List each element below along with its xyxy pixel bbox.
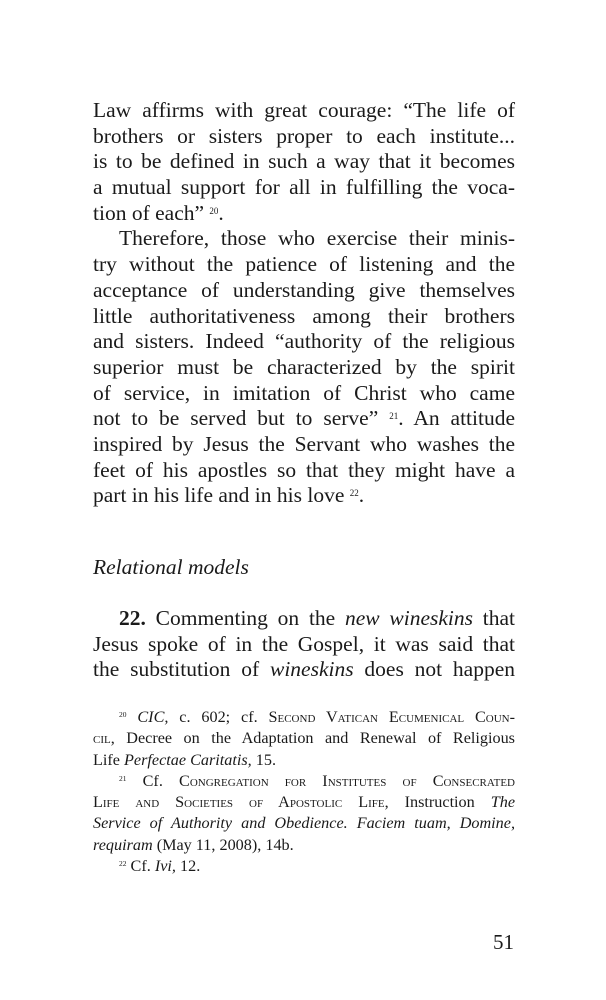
text-line: [93, 98, 515, 124]
text-segment: 15.: [251, 750, 276, 769]
text-segment: acceptance of understanding give themselves: [93, 277, 515, 302]
text-segment: feet of his apostles so that they might have a: [93, 457, 515, 482]
text-segment: requiram: [93, 835, 153, 854]
text-segment: Jesus spoke of in the Gospel, it was said that: [93, 631, 515, 656]
footnote-ref: 20: [209, 205, 219, 216]
text-segment: Ivi,: [154, 857, 176, 876]
paragraph-1: [93, 98, 515, 509]
text-segment: the substitution of: [93, 657, 270, 682]
text-segment: is to be defined in such a way that it becomes: [93, 149, 515, 174]
footnote-ref: 22: [349, 488, 359, 499]
text-segment: of service, in imitation of Christ who came: [93, 380, 515, 405]
text-segment: , Decree on the Adaptation and Renewal of Religious: [110, 729, 515, 748]
text-segment: Commenting on the: [145, 606, 345, 630]
footnote-ref: 21: [119, 773, 127, 783]
text-segment: and sisters. Indeed “authority of the religious: [93, 329, 515, 354]
text-segment: [127, 708, 138, 726]
text-line: [93, 750, 515, 771]
text-segment: Cf.: [126, 857, 155, 876]
text-segment: inspired by Jesus the Servant who washes the: [93, 431, 515, 456]
text-line: [93, 606, 515, 632]
text-line: [93, 278, 515, 304]
text-segment: cil: [93, 729, 111, 748]
text-line: [93, 771, 515, 792]
text-line: [93, 329, 515, 355]
text-segment: little authoritativeness among their brothers: [93, 303, 515, 328]
text-segment: Cf.: [126, 771, 180, 790]
text-line: [93, 175, 515, 201]
text-line: [93, 304, 515, 330]
page-number: 51: [493, 930, 514, 954]
section-heading: Relational models: [93, 555, 249, 579]
text-segment: 22.: [119, 606, 146, 630]
text-line: [93, 856, 515, 877]
text-line: [93, 432, 515, 458]
footnote-ref: 22: [119, 859, 127, 869]
footnote-ref: 20: [119, 710, 127, 719]
text-line: [93, 381, 515, 407]
text-segment: tion of each”: [93, 200, 210, 225]
text-segment: does not happen: [353, 657, 516, 682]
text-line: [93, 728, 515, 749]
text-segment: . An attitude: [398, 406, 516, 431]
text-segment: , Instruction: [384, 793, 491, 812]
text-segment: .: [358, 483, 365, 508]
text-line: [93, 835, 515, 856]
text-line: [93, 458, 515, 484]
text-line: [93, 483, 515, 509]
text-segment: (May 11, 2008), 14b.: [152, 835, 294, 854]
text-segment: Therefore, those who exercise their minis-: [119, 226, 515, 251]
text-segment: Service of Authority and Obedience. Faciem tuam, Domine,: [93, 814, 515, 833]
text-segment: The: [490, 793, 516, 812]
text-segment: Life and Societies of Apostolic Life: [93, 793, 385, 812]
text-line: [93, 707, 515, 728]
text-segment: part in his life and in his love: [93, 483, 350, 508]
text-segment: Life: [93, 750, 125, 769]
text-segment: c. 602; cf.: [168, 708, 269, 726]
text-line: [93, 632, 515, 658]
text-segment: new wineskins: [344, 606, 473, 630]
text-line: [93, 657, 515, 683]
text-segment: try without the patience of listening and the: [93, 252, 515, 277]
text-segment: brothers or sisters proper to each institute...: [93, 123, 515, 148]
text-segment: .: [218, 200, 224, 225]
text-line: [93, 792, 515, 813]
text-line: [93, 124, 515, 150]
text-line: [93, 813, 515, 834]
text-segment: CIC,: [137, 708, 169, 726]
text-segment: superior must be characterized by the spirit: [93, 354, 515, 379]
text-segment: a mutual support for all in fulfilling the voca-: [93, 175, 515, 200]
text-segment: that: [473, 606, 516, 630]
text-line: [93, 149, 515, 175]
footnote-ref: 21: [389, 411, 399, 422]
text-segment: Congregation for Institutes of Consecrated: [179, 771, 515, 790]
text-line: [93, 406, 515, 432]
text-segment: Perfectae Caritatis,: [124, 750, 252, 769]
footnotes: [93, 707, 515, 877]
text-segment: 12.: [175, 857, 201, 876]
text-line: [93, 355, 515, 381]
text-segment: wineskins: [269, 657, 354, 682]
text-line: [93, 226, 515, 252]
text-line: [93, 252, 515, 278]
paragraph-22: [93, 606, 515, 683]
text-segment: Second Vatican Ecumenical Coun-: [268, 708, 515, 726]
text-segment: not to be served but to serve”: [93, 406, 390, 431]
text-line: [93, 201, 515, 227]
text-segment: Law affirms with great courage: “The life of: [93, 98, 515, 122]
